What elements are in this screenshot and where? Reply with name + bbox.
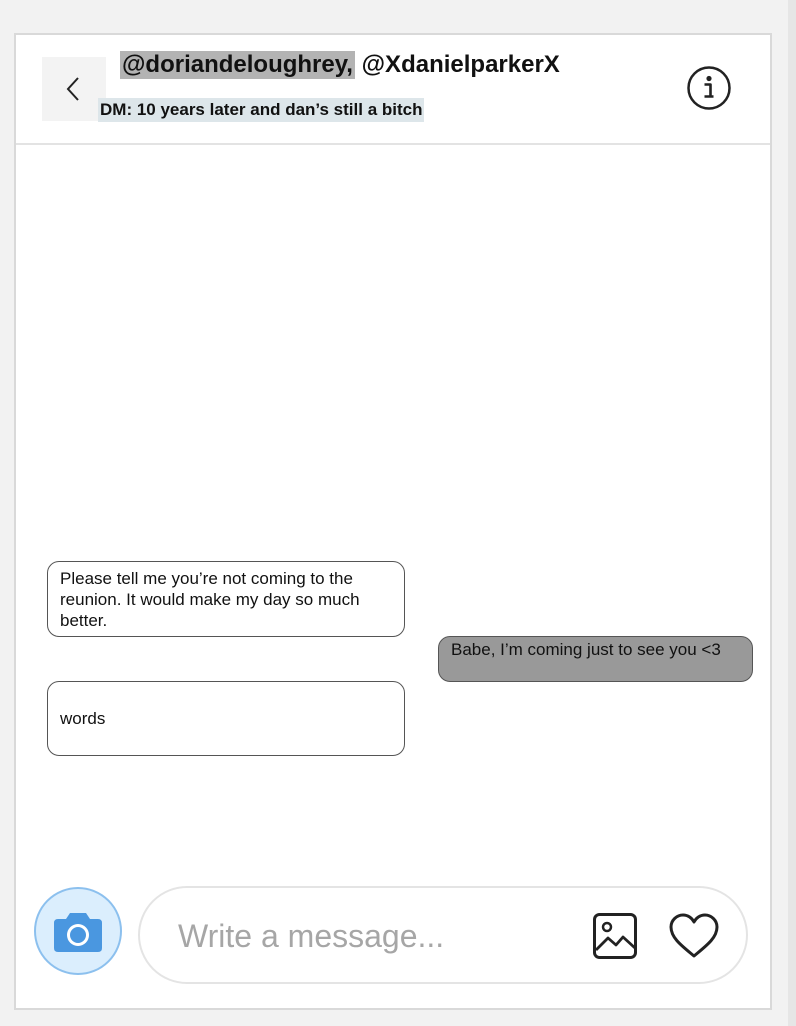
camera-button[interactable] (34, 887, 122, 975)
conversation-title: DM: 10 years later and dan’s still a bitch (98, 98, 424, 122)
heart-icon (668, 912, 720, 960)
back-button[interactable] (42, 57, 106, 121)
message-bubble-outgoing[interactable]: Babe, I’m coming just to see you <3 (438, 636, 753, 682)
message-text: words (60, 709, 106, 728)
page-edge (788, 0, 796, 1026)
participant-name[interactable]: @doriandeloughrey, (122, 51, 353, 78)
participant-name[interactable]: @XdanielparkerX (361, 51, 560, 78)
info-button[interactable] (686, 65, 732, 111)
conversation-participants (120, 49, 560, 81)
chevron-left-icon (64, 74, 84, 104)
like-button[interactable] (668, 912, 720, 960)
message-bubble-incoming[interactable] (47, 681, 405, 756)
camera-icon (53, 909, 103, 953)
info-icon (686, 65, 732, 111)
image-icon (592, 912, 638, 960)
conversation-header (16, 35, 770, 145)
message-bubble-incoming[interactable]: Please tell me you’re not coming to the reunion. It would make my day so much better. (47, 561, 405, 637)
message-input[interactable] (176, 908, 580, 964)
dm-screen (14, 33, 772, 1010)
message-composer (138, 886, 748, 984)
gallery-button[interactable] (592, 912, 638, 960)
